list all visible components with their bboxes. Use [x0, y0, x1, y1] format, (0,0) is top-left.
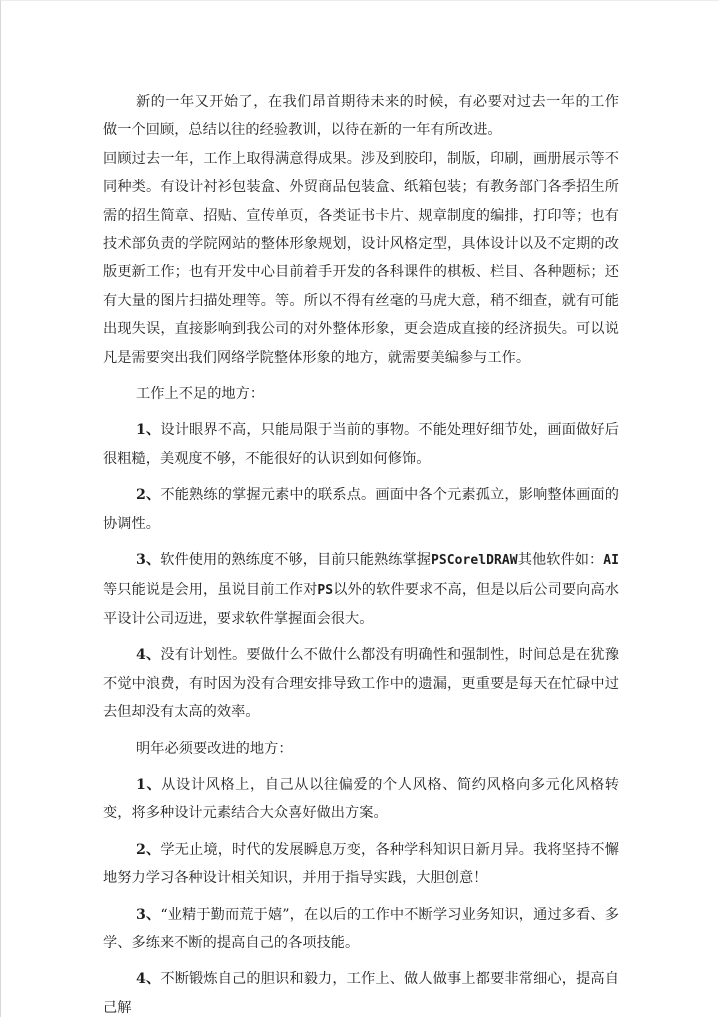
item-text: “业精于勤而荒于嬉”，在以后的工作中不断学习业务知识，通过多看、多学、多练来不断的提高自己的各项技能。: [103, 906, 619, 951]
improvement-heading: 明年必须要改进的地方：: [136, 740, 293, 757]
item-number: 1、: [136, 422, 161, 439]
item-number: 3、: [136, 906, 161, 923]
software-name: AI: [603, 553, 619, 569]
improvement-item-2: [103, 836, 619, 893]
software-name: PS: [317, 582, 334, 598]
item-text: 其他软件如：: [517, 552, 604, 569]
item-text: 没有计划性。要做什么不做什么都没有明确性和强制性，时间总是在犹豫不觉中浪费，有时因为没有合理安排导致工作中的遗漏，更重要是每天在忙碌中过去但却没有太高的效率。: [103, 647, 619, 721]
item-number: 2、: [136, 841, 161, 858]
shortcomings-heading: 工作上不足的地方：: [136, 386, 265, 403]
item-text: 学无止境，时代的发展瞬息万变，各种学科知识日新月异。我将坚持不懈地努力学习各种设计相关知识，并用于指导实践，大胆创意！: [103, 841, 619, 887]
item-number: 3、: [136, 552, 161, 569]
intro-paragraph-2: 回顾过去一年，工作上取得满意得成果。涉及到胶印，制版，印刷，画册展示等不同种类。有设计衬衫包装盒、外贸商品包装盒、纸箱包装；有教务部门各季招生所需的招生简章、招贴、宣传单页，各类证书卡片、规章制度的编排，打印等；也有技术部负责的学院网站的整体形象规划，设计风格定型，具体设计以及不定期的改版更新工作；也有开发中心目前着手开发的各科课件的棋板、栏目、各种题标；还有大量的图片扫描处理等。等。所以不得有丝毫的马虎大意，稍不细查，就有可能出现失误，直接影响到我公司的对外整体形象，更会造成直接的经济损失。可以说凡是需要突出我们网络学院整体形象的地方，就需要美编参与工作。: [103, 150, 619, 366]
software-name: PSCorelDRAW: [431, 553, 518, 569]
improvement-item-1: [103, 771, 619, 828]
item-text: 从设计风格上，自己从以往偏爱的个人风格、简约风格向多元化风格转变，将多种设计元素结合大众喜好做出方案。: [103, 776, 619, 822]
shortcoming-item-1: [103, 416, 619, 473]
item-number: 4、: [136, 971, 161, 988]
item-number: 1、: [136, 776, 162, 793]
item-text: 软件使用的熟练度不够，目前只能熟练掌握: [160, 552, 432, 569]
item-number: 4、: [136, 647, 161, 664]
document-body: [103, 88, 619, 1022]
item-text: 以外的软件要求不高，但是以后公司要向高水平设计公司迈进，要求软件掌握面会很大。: [103, 581, 619, 627]
item-text: 不能熟练的掌握元素中的联系点。画面中各个元素孤立，影响整体画面的协调性。: [103, 487, 619, 532]
intro-paragraph-1: 新的一年又开始了，在我们昂首期待未来的时候，有必要对过去一年的工作做一个回顾，总结以往的经验教训，以待在新的一年有所改进。: [103, 94, 619, 139]
item-text: 设计眼界不高，只能局限于当前的事物。不能处理好细节处，画面做好后很粗糙，美观度不够，不能很好的认识到如何修饰。: [103, 422, 619, 467]
item-number: 2、: [136, 487, 161, 504]
shortcoming-item-4: [103, 641, 619, 726]
item-text: 不断锻炼自己的胆识和毅力，工作上、做人做事上都要非常细心，提高自己解: [103, 971, 619, 1016]
improvement-item-3: [103, 901, 619, 958]
improvement-item-4: [103, 965, 619, 1022]
item-text: 等只能说是会用，虽说目前工作对: [103, 581, 318, 598]
shortcoming-item-3: [103, 546, 619, 633]
shortcoming-item-2: [103, 481, 619, 538]
